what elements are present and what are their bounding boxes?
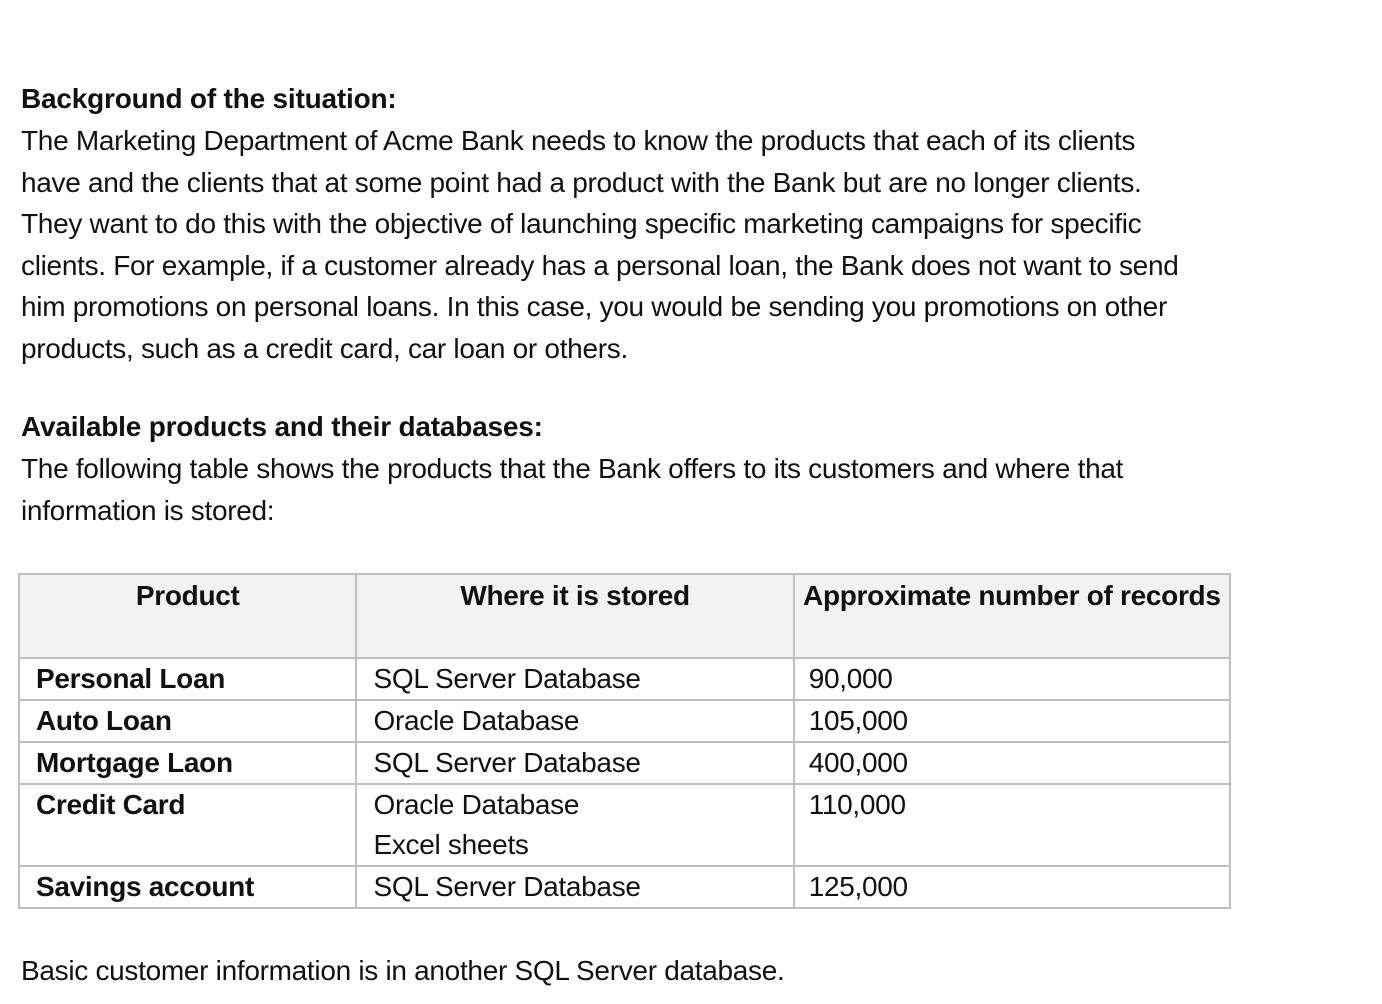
table-row [19,700,1230,742]
records-cell: 105,000 [794,700,1230,742]
records-cell: 400,000 [794,742,1230,784]
product-cell: Mortgage Laon [19,742,356,784]
storage-cell: SQL Server Database [356,658,793,700]
table-header-row [19,574,1230,658]
table-row [19,658,1230,700]
background-line-5: him promotions on personal loans. In this case, you would be sending you promotions on other [21,291,1167,322]
products-table [18,573,1231,909]
background-line-2: have and the clients that at some point had a product with the Bank but are no longer clients. [21,166,1142,198]
table-row [19,866,1230,908]
records-cell: 125,000 [794,866,1230,908]
background-line-4: clients. For example, if a customer already has a personal loan, the Bank does not want to send [21,249,1179,281]
header-records: Approximate number of records [794,574,1230,658]
table-row [19,784,1230,866]
storage-cell: Oracle Database [356,700,793,742]
table-row [19,742,1230,784]
product-cell: Credit Card [19,784,356,866]
background-line-3: They want to do this with the objective of launching specific marketing campaigns for specific [21,208,1142,239]
storage-cell: SQL Server Database [356,742,793,784]
header-storage: Where it is stored [356,574,793,658]
products-line-2: information is stored: [21,494,275,526]
products-line-1: The following table shows the products that the Bank offers to its customers and where that [21,453,1124,484]
background-line-6: products, such as a credit card, car loan or others. [21,332,628,364]
document-body [21,78,1361,531]
records-cell: 90,000 [794,658,1230,700]
product-cell: Savings account [19,866,356,908]
storage-line: Excel sheets [373,829,529,860]
storage-line: Oracle Database [373,789,580,820]
footer-note: Basic customer information is in another SQL Server database. [21,955,785,986]
storage-cell: SQL Server Database [356,866,793,908]
header-product: Product [19,574,356,658]
product-cell: Personal Loan [19,658,356,700]
product-cell: Auto Loan [19,700,356,742]
section-spacer [21,369,1361,406]
background-line-1: The Marketing Department of Acme Bank needs to know the products that each of its clients [21,125,1136,156]
background-heading: Background of the situation: [21,83,397,114]
records-cell: 110,000 [794,784,1230,866]
storage-cell [356,784,793,866]
products-heading: Available products and their databases: [21,411,543,442]
